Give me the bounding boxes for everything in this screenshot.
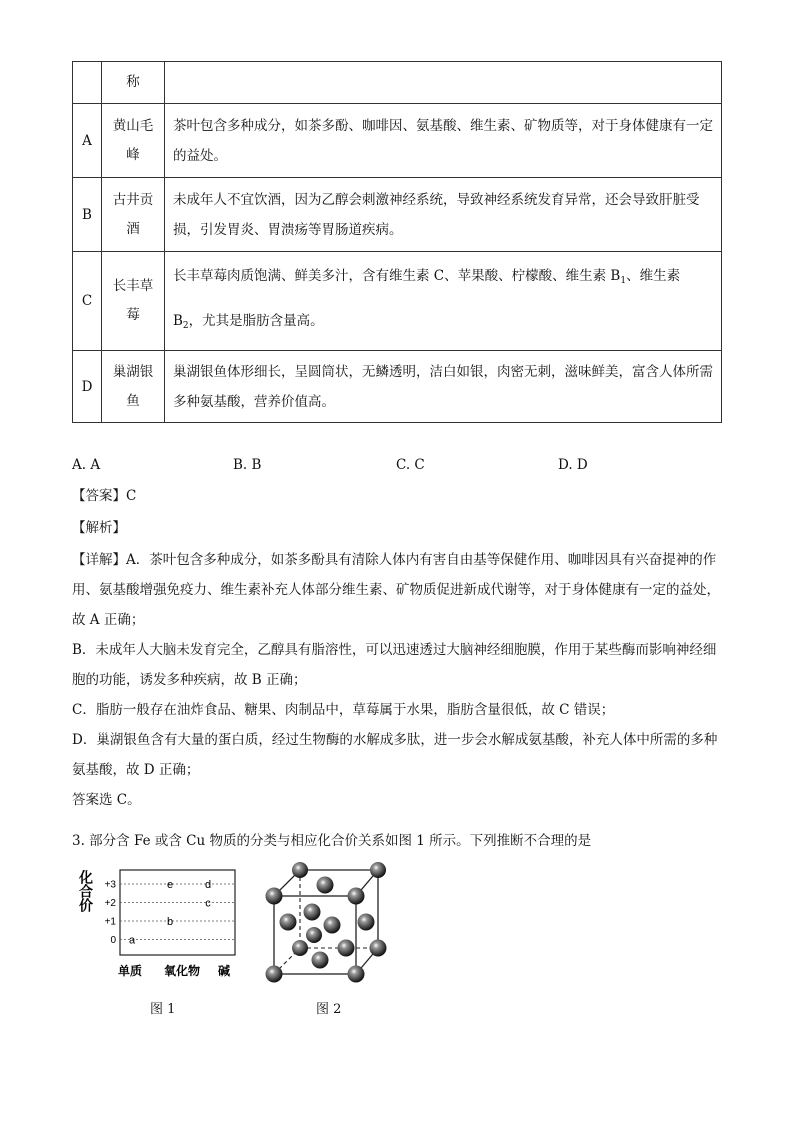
gridlines — [120, 884, 235, 940]
table-row — [73, 178, 722, 252]
item-name: 黄山毛 峰 — [102, 104, 165, 178]
table-header-desc — [165, 62, 722, 104]
table-row — [73, 252, 722, 351]
y-tick-label: 0 — [110, 935, 116, 946]
y-tick-label: +3 — [104, 879, 116, 891]
item-desc: 长丰草莓肉质饱满、鲜美多汁，含有维生素 C、苹果酸、柠檬酸、维生素 $B_1$、维生素 $B_2$，尤其是脂肪含量高。 — [165, 252, 722, 351]
item-desc: 巢湖银鱼体形细长，呈圆筒状，无鳞透明，洁白如银，肉密无刺，滋味鲜美，富含人体所需多种氨基酸，营养价值高。 — [165, 351, 722, 423]
analysis-label: 【解析】 — [72, 520, 126, 536]
option-label: C — [73, 252, 102, 351]
item-desc: 未成年人不宜饮酒，因为乙醇会刺激神经系统，导致神经系统发育异常，还会导致肝脏受损，引发胃炎、胃溃疡等胃肠道疾病。 — [165, 178, 722, 252]
y-ticks — [105, 880, 117, 947]
point-c: c — [205, 897, 211, 910]
item-name: 古井贡 酒 — [102, 178, 165, 252]
x-category-label: 碱 — [217, 964, 231, 978]
choice-d: D. D — [558, 457, 588, 473]
atoms — [266, 862, 387, 983]
answer-choice: 答案选 C。 — [72, 792, 141, 808]
detail-c: C．脂肪一般存在油炸食品、糖果、肉制品中，草莓属于水果，脂肪含量很低，故 C 错误； — [72, 702, 615, 718]
detail-d: D．巢湖银鱼含有大量的蛋白质，经过生物酶的水解成多肽，进一步会水解成氨基酸，补充人体中所需的多种氨基酸，故 D 正确； — [72, 732, 718, 778]
choice-c: C. C — [396, 457, 425, 473]
y-tick-label: +1 — [104, 916, 116, 928]
table-header-name: 称 — [102, 62, 165, 104]
detail-a: 【详解】A．茶叶包含多种成分，如茶多酚具有清除人体内有害自由基等保健作用、咖啡因具有兴奋提神的作用、氨基酸增强免疫力、维生素补充人体部分维生素、矿物质促进新成代谢等，对于身体健康有一定的益处，故 A 正确； — [72, 552, 720, 628]
table-row — [73, 62, 722, 104]
option-label: B — [73, 178, 102, 252]
x-labels — [118, 963, 231, 978]
data-points — [129, 879, 211, 947]
figure-1-caption: 图 1 — [150, 1002, 176, 1017]
point-d: d — [204, 879, 212, 891]
choice-b: B. B — [233, 457, 262, 473]
figure-2-caption: 图 2 — [316, 1002, 342, 1017]
figure-1-chart — [72, 858, 242, 993]
item-desc: 茶叶包含多种成分，如茶多酚、咖啡因、氨基酸、维生素、矿物质等，对于身体健康有一定的益处。 — [165, 104, 722, 178]
x-category-label: 单质 — [117, 964, 143, 978]
question-3: 3. 部分含 Fe 或含 Cu 物质的分类与相应化合价关系如图 1 所示。下列推断不合理的是 — [72, 833, 592, 849]
x-category-label: 氧化物 — [163, 964, 201, 978]
plot-frame — [120, 870, 235, 955]
figure-2-unit-cell — [262, 860, 387, 985]
analysis-details — [72, 545, 722, 815]
y-tick-label: +2 — [104, 898, 116, 909]
point-e: e — [166, 879, 174, 891]
detail-b: B．未成年人大脑未发育完全，乙醇具有脂溶性，可以迅速透过大脑神经细胞膜，作用于某些酶而影响神经细胞的功能，诱发多种疾病，故 B 正确； — [72, 642, 717, 688]
option-label: D — [73, 351, 102, 423]
table-row — [73, 104, 722, 178]
y-axis-label: 化合价 — [78, 870, 94, 912]
item-name: 巢湖银 鱼 — [102, 351, 165, 423]
point-b: b — [166, 916, 174, 928]
item-name: 长丰草 莓 — [102, 252, 165, 351]
point-a: a — [128, 934, 136, 947]
answer-line: 【答案】C — [72, 488, 137, 504]
table-row — [73, 351, 722, 423]
table-cell — [73, 62, 102, 104]
question-table — [72, 61, 722, 423]
choice-a: A. A — [72, 457, 101, 473]
option-label: A — [73, 104, 102, 178]
